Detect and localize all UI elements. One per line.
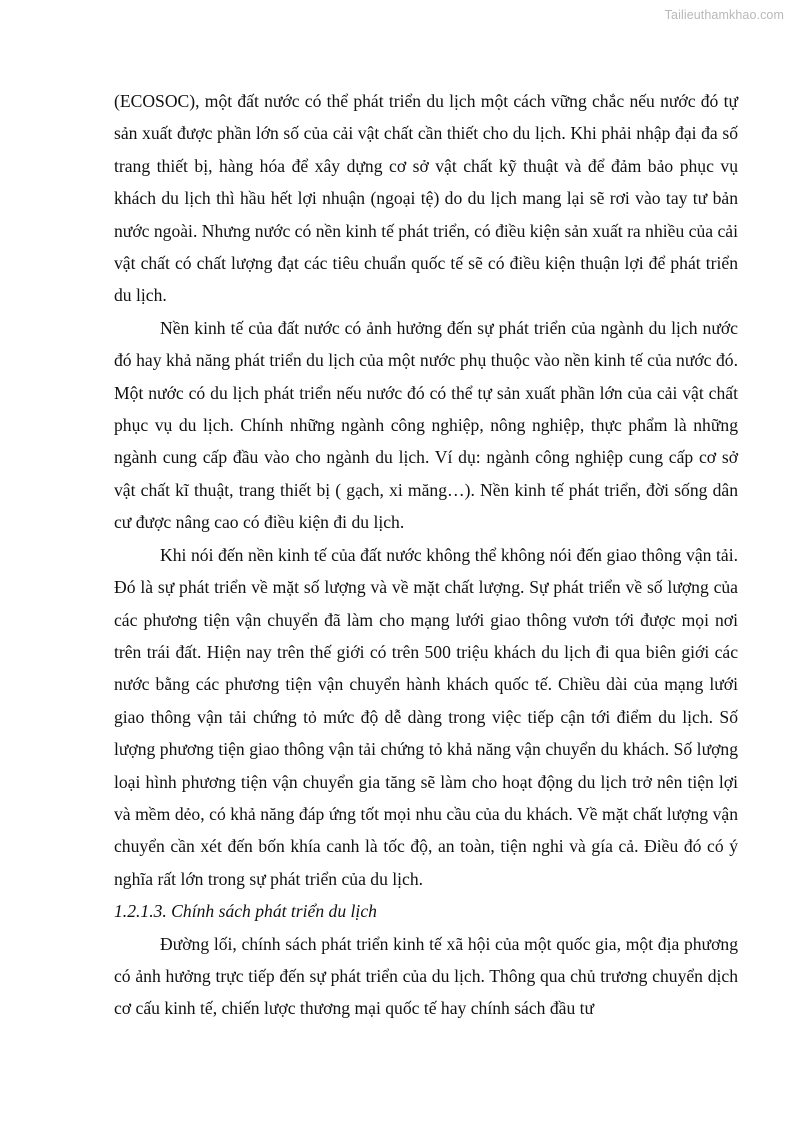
paragraph-policy: Đường lối, chính sách phát triển kinh tế xã hội của một quốc gia, một địa phương có ảnh hưởng trực tiếp đến sự phát triển của du lịch. Thông qua chủ trương chuyển dịch cơ cấu kinh tế, chiến lược thương mại quốc tế hay chính sách đầu tư xyxy=(114,933,738,1019)
section-heading: 1.2.1.3. Chính sách phát triển du lịch xyxy=(114,901,377,922)
paragraph-ecosoc: (ECOSOC), một đất nước có thể phát triển du lịch một cách vững chắc nếu nước đó tự sản xuất được phần lớn số của cải vật chất cần thiết cho du lịch. Khi phải nhập đại đa số trang thiết bị, hàng hóa để xây dựng cơ sở vật chất kỹ thuật và để đảm bảo phục vụ khách du lịch thì hầu hết lợi nhuận (ngoại tệ) do du lịch mang lại sẽ rơi vào tay tư bản nước ngoài. Nhưng nước có nền kinh tế phát triển, có điều kiện sản xuất ra nhiều của cải vật chất có chất lượng đạt các tiêu chuẩn quốc tế sẽ có điều kiện thuận lợi để phát triển du lịch. xyxy=(114,91,738,306)
paragraph-economy: Nền kinh tế của đất nước có ảnh hưởng đến sự phát triển của ngành du lịch nước đó hay khả năng phát triển du lịch của một nước phụ thuộc vào nền kinh tế của nước đó. Một nước có du lịch phát triển nếu nước đó có thể tự sản xuất phần lớn của cải vật chất phục vụ du lịch. Chính những ngành công nghiệp, nông nghiệp, thực phẩm là những ngành cung cấp đầu vào cho ngành du lịch. Ví dụ: ngành công nghiệp cung cấp cơ sở vật chất kĩ thuật, trang thiết bị ( gạch, xi măng…). Nền kinh tế phát triển, đời sống dân cư được nâng cao có điều kiện đi du lịch. xyxy=(114,317,738,533)
document-page xyxy=(114,85,738,1025)
paragraph-transport: Khi nói đến nền kinh tế của đất nước không thể không nói đến giao thông vận tải. Đó là sự phát triển về mặt số lượng và về mặt chất lượng. Sự phát triển về số lượng của các phương tiện vận chuyển đã làm cho mạng lưới giao thông vươn tới được mọi nơi trên trái đất. Hiện nay trên thế giới có trên 500 triệu khách du lịch đi qua biên giới các nước bằng các phương tiện vận chuyển hành khách quốc tế. Chiều dài của mạng lưới giao thông vận tải chứng tỏ mức độ dễ dàng trong việc tiếp cận tới điểm du lịch. Số lượng phương tiện giao thông vận tải chứng tỏ khả năng vận chuyển du khách. Số lượng loại hình phương tiện vận chuyển gia tăng sẽ làm cho hoạt động du lịch trở nên tiện lợi và mềm dẻo, có khả năng đáp ứng tốt mọi nhu cầu của du khách. Về mặt chất lượng vận chuyển cần xét đến bốn khía canh là tốc độ, an toàn, tiện nghi và gía cả. Điều đó có ý nghĩa rất lớn trong sự phát triển của du lịch. xyxy=(114,544,738,889)
watermark: Tailieuthamkhao.com xyxy=(664,8,784,22)
